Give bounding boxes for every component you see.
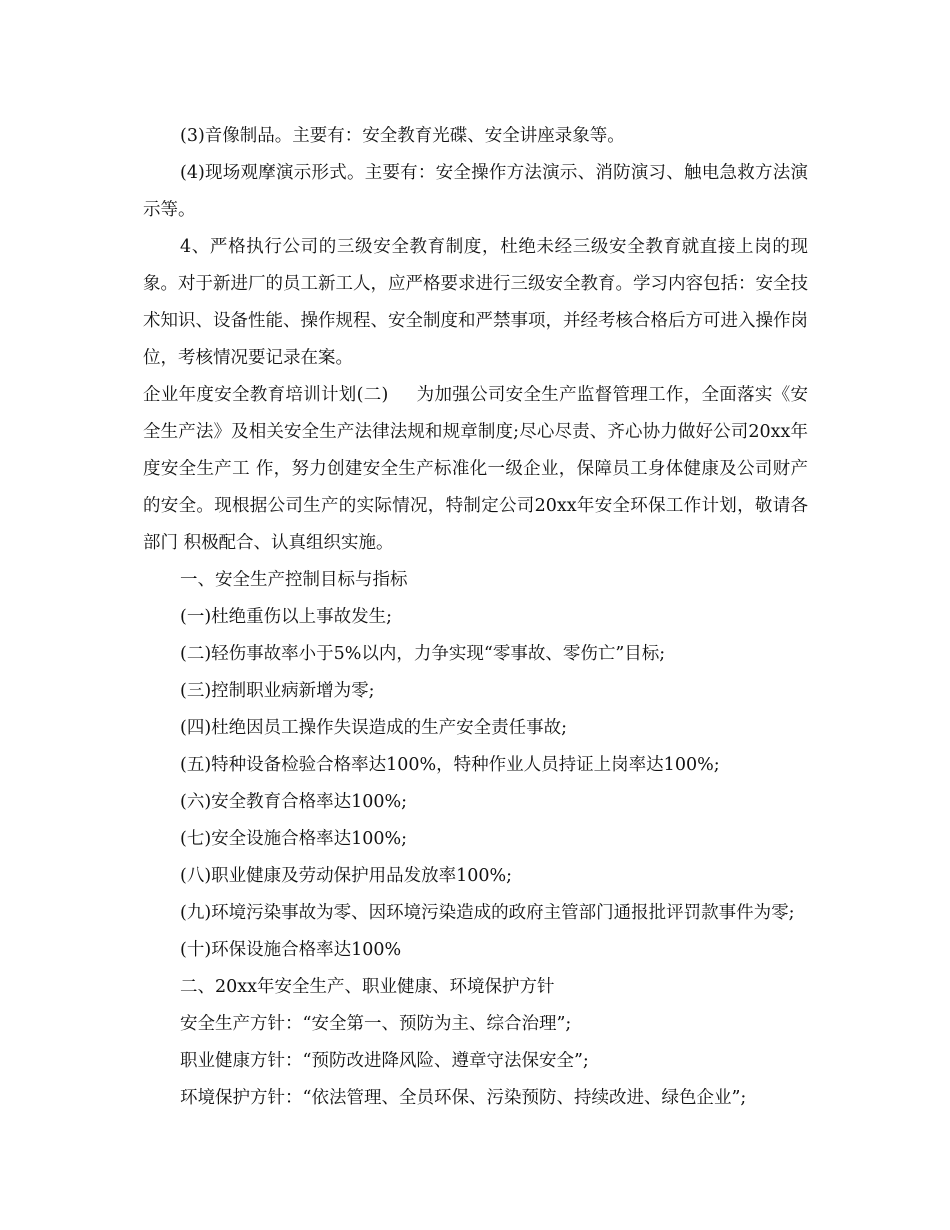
policy-environment: 环境保护方针：“依法管理、全员环保、污染预防、持续改进、绿色企业”; <box>180 1088 747 1108</box>
list-item: (十)环保设施合格率达100% <box>180 940 402 960</box>
section-title: 企业年度安全教育培训计划(二) <box>143 385 389 405</box>
list-item: (八)职业健康及劳动保护用品发放率100%; <box>180 866 513 886</box>
paragraph-three-level-education: 4、严格执行公司的三级安全教育制度，杜绝未经三级安全教育就直接上岗的现象。对于新进厂的员工新工人，应严格要求进行三级安全教育。学习内容包括：安全技术知识、设备性能、操作规程、安全制度和严禁事项，并经考核合格后方可进入操作岗位，考核情况要记录在案。 <box>143 237 808 368</box>
heading-policies: 二、20xx年安全生产、职业健康、环境保护方针 <box>180 977 555 997</box>
list-item: (五)特种设备检验合格率达100%，特种作业人员持证上岗率达100%; <box>180 755 720 775</box>
list-item: (七)安全设施合格率达100%; <box>180 829 408 849</box>
list-item: (一)杜绝重伤以上事故发生; <box>180 607 393 627</box>
policy-safety: 安全生产方针：“安全第一、预防为主、综合治理”; <box>180 1014 572 1034</box>
heading-targets: 一、安全生产控制目标与指标 <box>180 570 408 590</box>
list-item: (四)杜绝因员工操作失误造成的生产安全责任事故; <box>180 718 568 738</box>
paragraph-onsite-demo: (4)现场观摩演示形式。主要有：安全操作方法演示、消防演习、触电急救方法演示等。 <box>143 163 808 220</box>
list-item: (二)轻伤事故率小于5%以内，力争实现“零事故、零伤亡”目标; <box>180 644 666 664</box>
section-intro-paragraph <box>143 377 808 562</box>
document-page <box>143 118 808 1117</box>
section-intro-text: 为加强公司安全生产监督管理工作，全面落实《安全生产法》及相关安全生产法律法规和规章制度;尽心尽责、齐心协力做好公司20xx年度安全生产工 作，努力创建安全生产标准化一级企业，保障员工身体健康及公司财产的安全。现根据公司生产的实际情况，特制定公司20xx年安全环保工作计划，敬请各部门 积极配合、认真组织实施。 <box>143 385 809 553</box>
list-item: (六)安全教育合格率达100%; <box>180 792 408 812</box>
paragraph-audio-video: (3)音像制品。主要有：安全教育光碟、安全讲座录象等。 <box>180 126 625 146</box>
list-item: (九)环境污染事故为零、因环境污染造成的政府主管部门通报批评罚款事件为零; <box>180 903 795 923</box>
policy-health: 职业健康方针：“预防改进降风险、遵章守法保安全”; <box>180 1051 589 1071</box>
list-item: (三)控制职业病新增为零; <box>180 681 375 701</box>
